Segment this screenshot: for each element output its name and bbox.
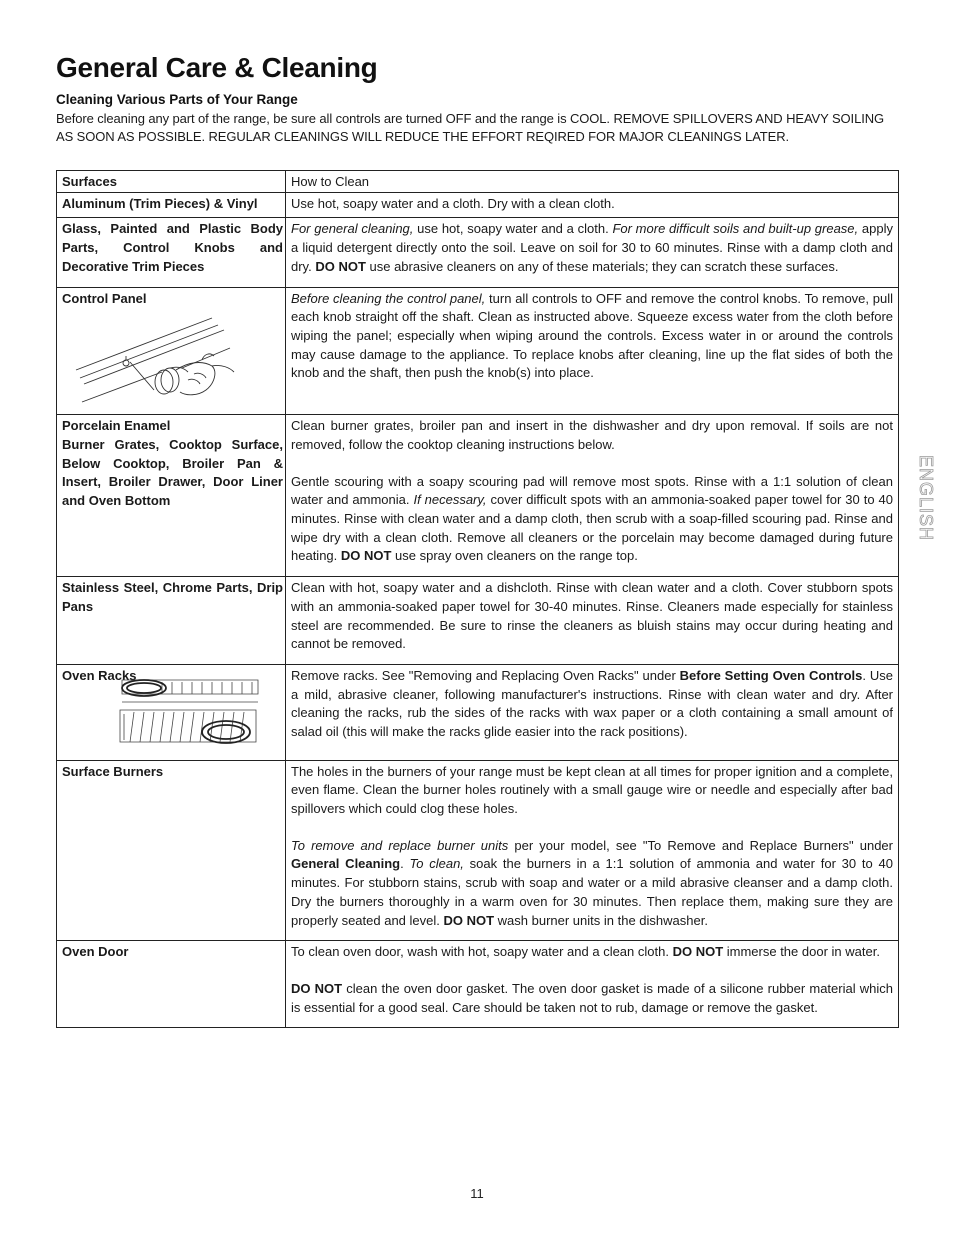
reference-text: Before Setting Oven Controls	[679, 667, 863, 683]
plain-text: immerse the door in water.	[723, 944, 880, 960]
plain-text: use spray oven cleaners on the range top.	[391, 548, 638, 564]
instructions-cell	[286, 218, 899, 287]
instruction-text	[291, 837, 893, 931]
plain-text: clean the oven door gasket. The oven door gasket is made of a silicone rubber material which is essential for a good seal. Care should be taken not to rub, damage or remove the gasket.	[291, 980, 893, 1015]
instruction-text	[291, 290, 893, 384]
surface-cell: Stainless Steel, Chrome Parts, Drip Pans	[57, 577, 286, 665]
emphasis-text: To remove and replace burner units	[291, 837, 509, 853]
warning-text: DO NOT	[315, 258, 366, 274]
instruction-text: Clean with hot, soapy water and a dishcloth. Rinse with clean water and a cloth. Cover stubborn spots with an ammonia-soaked paper towel for 30-40 minutes. Rinse. Cleaners made especially for stainless steel are recommended. Be sure to rinse the cleaners as bluish stains may occur during heating and cannot be removed.	[291, 580, 893, 652]
instructions-cell	[286, 760, 899, 941]
plain-text: .	[400, 856, 410, 872]
table-row	[57, 287, 899, 415]
warning-text: DO NOT	[443, 912, 495, 928]
emphasis-text: If necessary,	[413, 492, 487, 508]
warning-text: DO NOT	[340, 548, 392, 564]
header-how-to-clean: How to Clean	[286, 171, 899, 193]
surface-cell	[57, 287, 286, 415]
instructions-cell	[286, 577, 899, 665]
plain-text: apply a liquid detergent directly onto the soil. Leave on soil for 30 to 60 minutes. Rinse with a damp cloth and dry.	[291, 221, 893, 274]
plain-text: wash burner units in the dishwasher.	[494, 912, 708, 928]
plain-text: Gentle scouring with a soapy scouring pad will remove most spots. Rinse with a 1:1 solution of clean water and ammonia.	[291, 473, 893, 508]
surface-cell: Surface Burners	[57, 760, 286, 941]
plain-text: . Use a mild, abrasive cleaner, following manufacturer's instructions. Rinse with clean water and dry. After cleaning the racks, rub the sides of the racks with wax paper or a cloth containing a small amount of salad oil (this will make the racks glide easier into the rack positions).	[291, 667, 893, 740]
instruction-text: The holes in the burners of your range must be kept clean at all times for proper ignition and a complete, even flame. Clean the burner holes routinely with a small gauge wire or needle and especially after bad spillovers which could clog these holes.	[291, 763, 893, 817]
plain-text: per your model, see "To Remove and Replace Burners" under	[508, 837, 893, 853]
page-title: General Care & Cleaning	[56, 52, 378, 83]
instruction-text: Use hot, soapy water and a cloth. Dry with a clean cloth.	[291, 195, 615, 211]
surface-cell	[57, 664, 286, 760]
header-surfaces: Surfaces	[57, 171, 286, 193]
instructions-cell	[286, 415, 899, 577]
plain-text: To clean oven door, wash with hot, soapy water and a clean cloth.	[291, 944, 673, 960]
surface-cell	[57, 415, 286, 577]
table-row	[57, 218, 899, 287]
instruction-text	[291, 473, 893, 567]
table-row	[57, 577, 899, 665]
page-number: 11	[470, 1186, 484, 1201]
table-header-row	[57, 171, 899, 193]
table-row	[57, 415, 899, 577]
instruction-text: Clean burner grates, broiler pan and insert in the dishwasher and dry upon removal. If soils are not removed, follow the cooktop cleaning instructions below.	[291, 418, 893, 452]
surface-cell: Glass, Painted and Plastic Body Parts, Control Knobs and Decorative Trim Pieces	[57, 218, 286, 287]
surface-label: Oven Racks	[62, 667, 137, 683]
instructions-cell	[286, 287, 899, 415]
side-label-text: ENGLISH	[916, 455, 936, 542]
warning-text: DO NOT	[672, 944, 724, 960]
plain-text: Remove racks. See "Removing and Replacing Oven Racks" under	[291, 667, 680, 683]
instructions-cell	[286, 192, 899, 218]
instruction-text	[291, 220, 893, 276]
table-row	[57, 760, 899, 941]
surface-cell: Oven Door	[57, 941, 286, 1028]
surface-label: Burner Grates, Cooktop Surface, Below Cooktop, Broiler Pan & Insert, Broiler Drawer, Door Liner and Oven Bottom	[62, 436, 283, 509]
instructions-cell	[286, 941, 899, 1028]
table-row	[57, 664, 899, 760]
emphasis-text: Before cleaning the control panel,	[291, 290, 486, 306]
table-row	[57, 941, 899, 1028]
surface-label: Porcelain Enamel	[62, 418, 171, 434]
section-subtitle: Cleaning Various Parts of Your Range	[56, 92, 298, 107]
table-row	[57, 192, 899, 218]
control-knob-illustration	[62, 312, 252, 404]
surface-cell: Aluminum (Trim Pieces) & Vinyl	[57, 192, 286, 218]
instruction-text	[291, 980, 893, 1017]
cleaning-table	[56, 170, 899, 1028]
plain-text: turn all controls to OFF and remove the control knobs. To remove, pull each knob straight off the shaft. Clean as instructed above. Squeeze excess water from the cloth before wiping the panel; especially when wiping around the controls. Excess water in or around the controls may cause damage to the appliance. To replace knobs after cleaning, line up the flat sides of both the knob and the shaft, then push the knob(s) into place.	[291, 290, 894, 381]
instruction-text	[291, 667, 893, 742]
emphasis-text: For more difficult soils and built-up grease,	[612, 221, 859, 237]
side-language-label	[905, 455, 936, 565]
plain-text: cover difficult spots with an ammonia-soaked paper towel for 30 to 40 minutes. Rinse with clean water and a damp cloth, then scrub with a soap-filled scouring pad. Rinse and wipe dry with a clean cloth. Remove all cleaners or the porcelain may become damaged during future heating.	[291, 492, 893, 564]
plain-text: soak the burners in a 1:1 solution of ammonia and water for 30 to 40 minutes. For stubborn stains, scrub with soap and water or a mild abrasive cleanser and a damp cloth. Dry the burners thoroughly in a warm oven for 30 minutes. Then replace them, making sure they are properly seated and level.	[291, 856, 893, 928]
emphasis-text: To clean,	[409, 856, 464, 872]
intro-paragraph: Before cleaning any part of the range, be sure all controls are turned OFF and the range is COOL. REMOVE SPILLOVERS AND HEAVY SOILING AS SOON AS POSSIBLE. REGULAR CLEANINGS WILL REDUCE THE EFFORT REQIRED FOR MAJOR CLEANINGS LATER.	[56, 111, 885, 145]
instruction-text	[291, 943, 893, 962]
emphasis-text: For general cleaning,	[291, 221, 414, 237]
plain-text: use abrasive cleaners on any of these materials; they can scratch these surfaces.	[365, 258, 839, 274]
surface-label: Control Panel	[62, 290, 147, 306]
plain-text: use hot, soapy water and a cloth.	[413, 221, 613, 237]
instructions-cell	[286, 664, 899, 760]
reference-text: General Cleaning	[291, 856, 401, 872]
warning-text: DO NOT	[291, 980, 343, 996]
